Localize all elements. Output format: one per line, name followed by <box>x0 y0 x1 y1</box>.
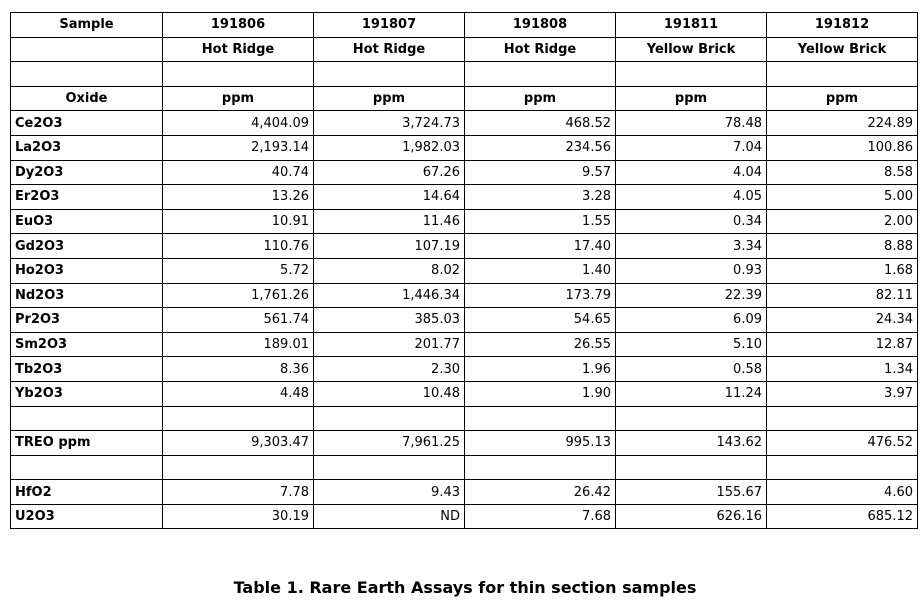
assay-value: 100.86 <box>767 135 918 160</box>
sample-location: Hot Ridge <box>465 37 616 62</box>
blank-cell <box>11 37 163 62</box>
table-row <box>11 160 918 185</box>
assay-value: 6.09 <box>616 308 767 333</box>
assay-value: 2.00 <box>767 209 918 234</box>
assay-value: 9.57 <box>465 160 616 185</box>
assay-value: 1.68 <box>767 258 918 283</box>
assay-value: 1,982.03 <box>314 135 465 160</box>
treo-value: 995.13 <box>465 431 616 456</box>
assay-value: 11.24 <box>616 381 767 406</box>
assay-value: 7.78 <box>163 480 314 505</box>
table-row <box>11 111 918 136</box>
blank-cell <box>163 455 314 480</box>
header-row-samples <box>11 13 918 38</box>
assay-value: 67.26 <box>314 160 465 185</box>
assay-value: 3.97 <box>767 381 918 406</box>
assay-value: 1.55 <box>465 209 616 234</box>
assay-value: 173.79 <box>465 283 616 308</box>
oxide-name: Yb2O3 <box>11 381 163 406</box>
table-row <box>11 381 918 406</box>
assay-value: 626.16 <box>616 504 767 529</box>
treo-value: 9,303.47 <box>163 431 314 456</box>
table-row <box>11 332 918 357</box>
assay-value: 5.72 <box>163 258 314 283</box>
assay-value: 1.40 <box>465 258 616 283</box>
oxide-name: Gd2O3 <box>11 234 163 259</box>
oxide-name: Pr2O3 <box>11 308 163 333</box>
assay-value: 201.77 <box>314 332 465 357</box>
treo-value: 476.52 <box>767 431 918 456</box>
blank-cell <box>314 62 465 87</box>
assay-value: 4.48 <box>163 381 314 406</box>
oxide-name: Nd2O3 <box>11 283 163 308</box>
treo-label: TREO ppm <box>11 431 163 456</box>
assay-value: 107.19 <box>314 234 465 259</box>
assay-value: 78.48 <box>616 111 767 136</box>
oxide-name: Ho2O3 <box>11 258 163 283</box>
spacer-row <box>11 406 918 431</box>
table-row <box>11 357 918 382</box>
blank-cell <box>465 62 616 87</box>
assay-value: 4.60 <box>767 480 918 505</box>
unit-label: ppm <box>465 86 616 111</box>
assay-value: 11.46 <box>314 209 465 234</box>
oxide-name: Dy2O3 <box>11 160 163 185</box>
table-row <box>11 283 918 308</box>
treo-row <box>11 431 918 456</box>
oxide-name: Sm2O3 <box>11 332 163 357</box>
header-row-locations <box>11 37 918 62</box>
assay-value: 155.67 <box>616 480 767 505</box>
blank-cell <box>163 62 314 87</box>
table-row <box>11 209 918 234</box>
sample-id: 191812 <box>767 13 918 38</box>
assay-value: 3.34 <box>616 234 767 259</box>
assay-value: 0.34 <box>616 209 767 234</box>
oxide-name: La2O3 <box>11 135 163 160</box>
assay-value: 22.39 <box>616 283 767 308</box>
assay-value: 82.11 <box>767 283 918 308</box>
assay-value: 1.90 <box>465 381 616 406</box>
oxide-name: Tb2O3 <box>11 357 163 382</box>
assay-value: 189.01 <box>163 332 314 357</box>
assay-value: 26.42 <box>465 480 616 505</box>
table-row <box>11 504 918 529</box>
assay-value: 1,761.26 <box>163 283 314 308</box>
assay-value: 17.40 <box>465 234 616 259</box>
oxide-name: EuO3 <box>11 209 163 234</box>
sample-id: 191806 <box>163 13 314 38</box>
blank-cell <box>163 406 314 431</box>
oxide-name: Ce2O3 <box>11 111 163 136</box>
assay-value: 8.58 <box>767 160 918 185</box>
unit-label: ppm <box>767 86 918 111</box>
sample-id: 191808 <box>465 13 616 38</box>
assay-value: 40.74 <box>163 160 314 185</box>
assay-value: 1,446.34 <box>314 283 465 308</box>
assay-value: 1.34 <box>767 357 918 382</box>
sample-location: Hot Ridge <box>314 37 465 62</box>
blank-cell <box>314 406 465 431</box>
assay-value: 4.04 <box>616 160 767 185</box>
sample-id: 191811 <box>616 13 767 38</box>
assay-value: 685.12 <box>767 504 918 529</box>
assay-value: 10.91 <box>163 209 314 234</box>
assay-value: 26.55 <box>465 332 616 357</box>
blank-cell <box>314 455 465 480</box>
sample-location: Yellow Brick <box>616 37 767 62</box>
assay-value: 0.58 <box>616 357 767 382</box>
treo-value: 143.62 <box>616 431 767 456</box>
blank-cell <box>767 406 918 431</box>
sample-header: Sample <box>11 13 163 38</box>
assay-value: 12.87 <box>767 332 918 357</box>
table-row <box>11 185 918 210</box>
assay-value: 110.76 <box>163 234 314 259</box>
table-row <box>11 308 918 333</box>
oxide-name: Er2O3 <box>11 185 163 210</box>
table-row <box>11 480 918 505</box>
oxide-name: HfO2 <box>11 480 163 505</box>
table-row <box>11 234 918 259</box>
blank-cell <box>465 406 616 431</box>
oxide-name: U2O3 <box>11 504 163 529</box>
assay-value: 4.05 <box>616 185 767 210</box>
assay-value: 2,193.14 <box>163 135 314 160</box>
blank-cell <box>616 406 767 431</box>
assay-value: 0.93 <box>616 258 767 283</box>
assay-value: 8.36 <box>163 357 314 382</box>
assay-value: 8.02 <box>314 258 465 283</box>
unit-label: ppm <box>163 86 314 111</box>
blank-cell <box>616 455 767 480</box>
blank-cell <box>11 455 163 480</box>
blank-cell <box>11 62 163 87</box>
blank-cell <box>767 455 918 480</box>
assay-value: 3.28 <box>465 185 616 210</box>
assay-value: 468.52 <box>465 111 616 136</box>
sample-id: 191807 <box>314 13 465 38</box>
assay-value: 4,404.09 <box>163 111 314 136</box>
assay-value: 13.26 <box>163 185 314 210</box>
assay-value: 561.74 <box>163 308 314 333</box>
assay-value: 385.03 <box>314 308 465 333</box>
treo-value: 7,961.25 <box>314 431 465 456</box>
assay-value: 54.65 <box>465 308 616 333</box>
assay-value: 14.64 <box>314 185 465 210</box>
assay-value: 224.89 <box>767 111 918 136</box>
table-caption: Table 1. Rare Earth Assays for thin section samples <box>233 578 697 597</box>
assay-value: 5.00 <box>767 185 918 210</box>
assay-value: 2.30 <box>314 357 465 382</box>
assay-table-body <box>11 13 918 529</box>
oxide-header: Oxide <box>11 86 163 111</box>
assay-value: ND <box>314 504 465 529</box>
assay-value: 7.68 <box>465 504 616 529</box>
assay-value: 3,724.73 <box>314 111 465 136</box>
assay-value: 10.48 <box>314 381 465 406</box>
blank-cell <box>11 406 163 431</box>
table-row <box>11 258 918 283</box>
blank-cell <box>465 455 616 480</box>
unit-label: ppm <box>616 86 767 111</box>
sample-location: Yellow Brick <box>767 37 918 62</box>
assay-value: 7.04 <box>616 135 767 160</box>
spacer-row <box>11 62 918 87</box>
assay-value: 1.96 <box>465 357 616 382</box>
header-row-units <box>11 86 918 111</box>
blank-cell <box>767 62 918 87</box>
assay-value: 8.88 <box>767 234 918 259</box>
assay-value: 9.43 <box>314 480 465 505</box>
assay-value: 24.34 <box>767 308 918 333</box>
unit-label: ppm <box>314 86 465 111</box>
assay-table <box>10 12 918 529</box>
assay-value: 5.10 <box>616 332 767 357</box>
table-row <box>11 135 918 160</box>
sample-location: Hot Ridge <box>163 37 314 62</box>
assay-value: 30.19 <box>163 504 314 529</box>
assay-value: 234.56 <box>465 135 616 160</box>
spacer-row <box>11 455 918 480</box>
blank-cell <box>616 62 767 87</box>
